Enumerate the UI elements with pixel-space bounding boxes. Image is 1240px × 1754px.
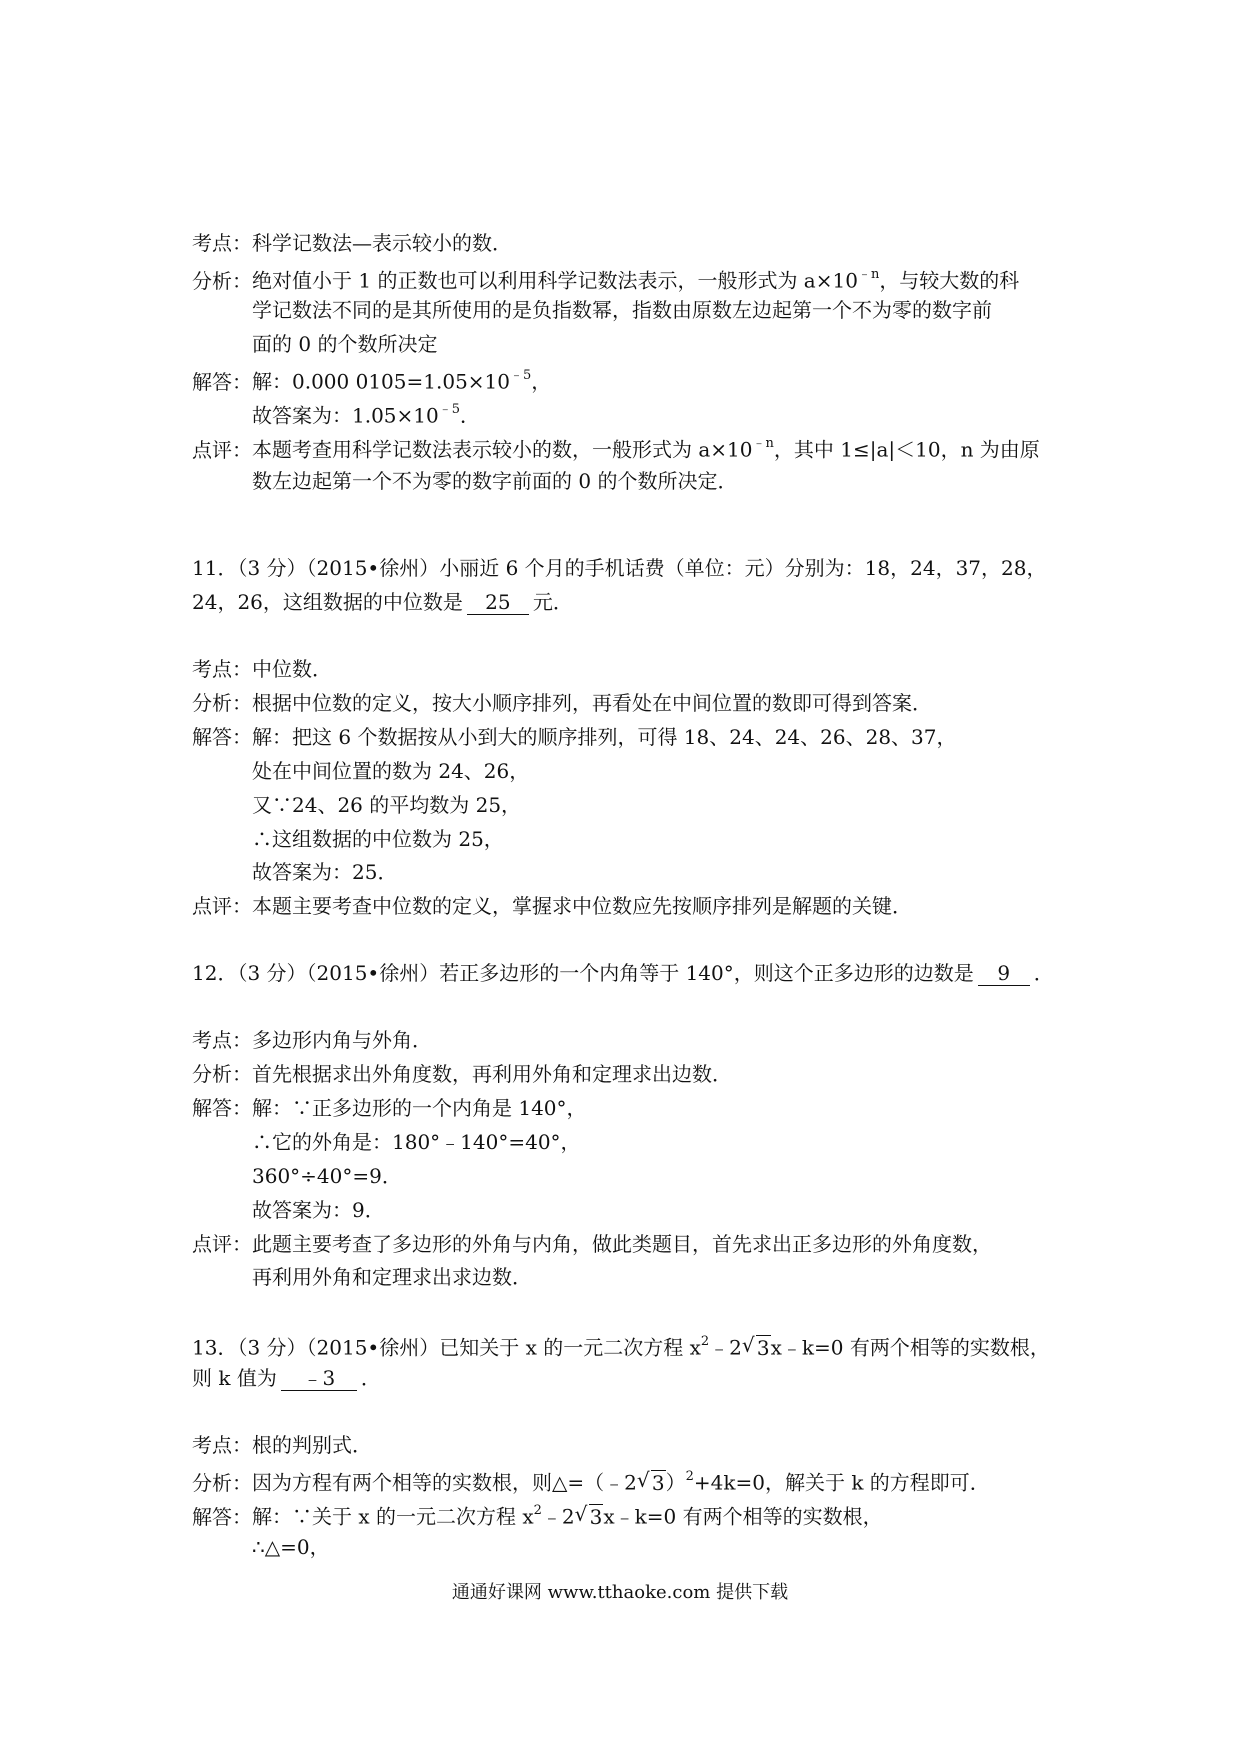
q10-fenxi-line-1: 分析：绝对值小于 1 的正数也可以利用科学记数法表示，一般形式为 $a\times 10^{﹣n}$，与较大数的科 (192, 267, 1020, 293)
q11-jieda-line-2: 处在中间位置的数为 24、26， (252, 759, 530, 783)
q11-jieda-line-1: 解答：解：把这 6 个数据按从小到大的顺序排列，可得 18、24、24、26、28、37， (192, 725, 957, 749)
q12-jieda-line-3: 360°÷40°=9． (252, 1164, 402, 1188)
q13-stem-line-2: 则 k 值为 ﹣3 ． (192, 1366, 381, 1390)
q13-answer-blank: ﹣3 (281, 1366, 357, 1391)
sqrt-symbol: √ 3 (742, 1333, 771, 1363)
q12-jieda-line-2: ∴它的外角是：180°﹣140°=40°， (252, 1130, 581, 1154)
q10-dianping-line-2: 数左边起第一个不为零的数字前面的 0 的个数所决定． (252, 469, 738, 493)
q13-fenxi: 分析：因为方程有两个相等的实数根，则△=（﹣2√ 3）$^2$+4k=0，解关于 k 的方程即可． (192, 1464, 990, 1498)
q12-jieda-line-4: 故答案为：9． (252, 1198, 385, 1222)
q12-answer-blank: 9 (978, 961, 1030, 986)
q11-answer-blank: 25 (467, 590, 529, 615)
q13-stem-line-1: 13．（3 分）（2015•徐州）已知关于 x 的一元二次方程 $x^2﹣2√$ 3x﹣k=0 有两个相等的实数根， (192, 1329, 1050, 1363)
q12-dianping-line-1: 点评：此题主要考查了多边形的外角与内角，做此类题目，首先求出正多边形的外角度数， (192, 1232, 992, 1256)
q11-kaodian: 考点：中位数． (192, 657, 332, 681)
q11-stem-line-1: 11．（3 分）（2015•徐州）小丽近 6 个月的手机话费（单位：元）分别为：18，24，37，28， (192, 556, 1047, 580)
q10-fenxi-line-3: 面的 0 的个数所决定 (252, 332, 438, 356)
q10-dianping-line-1: 点评：本题考查用科学记数法表示较小的数，一般形式为 $a\times 10^{﹣n}$，其中 1≤|a|＜10，n 为由原 (192, 436, 1040, 462)
q12-kaodian: 考点：多边形内角与外角． (192, 1028, 432, 1052)
q11-jieda-line-5: 故答案为：25． (252, 860, 398, 884)
sqrt-symbol: √ 3 (575, 1502, 604, 1532)
q11-jieda-line-4: ∴这组数据的中位数为 25， (252, 827, 504, 851)
q10-kaodian: 考点：科学记数法—表示较小的数． (192, 231, 512, 255)
sqrt-symbol: √ 3 (637, 1468, 666, 1498)
q11-jieda-line-3: 又∵24、26 的平均数为 25， (252, 793, 522, 817)
q10-jieda-line-2: 故答案为：$1.05\times 10^{﹣5}$． (252, 402, 481, 428)
q12-dianping-line-2: 再利用外角和定理求出求边数． (252, 1265, 532, 1289)
q12-fenxi: 分析：首先根据求出外角度数，再利用外角和定理求出边数． (192, 1062, 732, 1086)
q12-stem: 12．（3 分）（2015•徐州）若正多边形的一个内角等于 140°，则这个正多边形的边数是 9 ． (192, 961, 1054, 985)
q10-fenxi-line-2: 学记数法不同的是其所使用的是负指数幂，指数由原数左边起第一个不为零的数字前 (252, 298, 992, 322)
q10-jieda-line-1: 解答：解：0.000 $0105=1.05\times 10^{﹣5}$， (192, 368, 552, 394)
q12-jieda-line-1: 解答：解：∵正多边形的一个内角是 140°， (192, 1096, 587, 1120)
q13-jieda-line-1: 解答：解：∵关于 x 的一元二次方程 $x^2﹣2√$ 3x﹣k=0 有两个相等的实数根， (192, 1498, 883, 1532)
q11-fenxi: 分析：根据中位数的定义，按大小顺序排列，再看处在中间位置的数即可得到答案． (192, 691, 932, 715)
page-footer: 通通好课网 www.tthaoke.com 提供下载 (451, 1582, 789, 1603)
q11-dianping: 点评：本题主要考查中位数的定义，掌握求中位数应先按顺序排列是解题的关键． (192, 894, 912, 918)
q13-jieda-line-2: ∴△=0， (252, 1535, 330, 1559)
q13-kaodian: 考点：根的判别式． (192, 1433, 372, 1457)
q11-stem-line-2: 24，26，这组数据的中位数是 25 元． (192, 590, 573, 614)
